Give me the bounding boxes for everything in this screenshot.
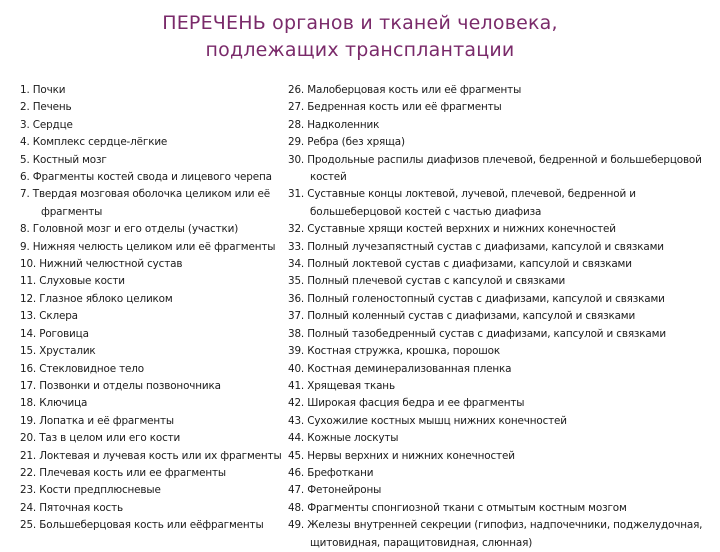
- list-item: 10. Нижний челюстной сустав: [20, 258, 183, 271]
- list-item: 44. Кожные лоскуты: [288, 432, 399, 445]
- left-column-list: [20, 82, 282, 535]
- list-item: 47. Фетонейроны: [288, 484, 382, 497]
- list-item: 24. Пяточная кость: [20, 501, 123, 514]
- list-item-line-2: костей: [310, 171, 347, 184]
- list-item: [288, 186, 716, 221]
- list-item: 37. Полный коленный сустав с диафизами, капсулой и связками: [288, 310, 636, 323]
- list-item: 23. Кости предплюсневые: [20, 484, 161, 497]
- list-item-line-2: большеберцовой костей с частью диафиза: [310, 205, 542, 218]
- list-item: 20. Таз в целом или его кости: [20, 432, 181, 445]
- list-item: [288, 517, 716, 552]
- title-line-2: подлежащих трансплантации: [205, 39, 515, 61]
- list-item: [20, 186, 282, 221]
- list-item: [288, 152, 716, 187]
- list-item: 38. Полный тазобедренный сустав с диафизами, капсулой и связками: [288, 327, 666, 340]
- list-item: 21. Локтевая и лучевая кость или их фрагменты: [20, 449, 282, 462]
- list-item: 48. Фрагменты спонгиозной ткани с отмытым костным мозгом: [288, 501, 627, 514]
- list-item: 26. Малоберцовая кость или её фрагменты: [288, 84, 522, 96]
- list-item: 6. Фрагменты костей свода и лицевого черепа: [20, 171, 272, 184]
- list-item: 27. Бедренная кость или её фрагменты: [288, 101, 502, 114]
- list-item: 32. Суставные хрящи костей верхних и нижних конечностей: [288, 223, 616, 236]
- list-item-line-1: 7. Твердая мозговая оболочка целиком или её: [20, 188, 270, 201]
- title-line-1: ПЕРЕЧЕНЬ органов и тканей человека,: [162, 12, 558, 34]
- list-item: 13. Склера: [20, 310, 78, 323]
- list-item: 3. Сердце: [20, 118, 73, 131]
- list-item: 34. Полный локтевой сустав с диафизами, капсулой и связками: [288, 258, 632, 271]
- list-item: 16. Стекловидное тело: [20, 362, 145, 375]
- list-item: 39. Костная стружка, крошка, порошок: [288, 345, 500, 358]
- list-item: 12. Глазное яблоко целиком: [20, 292, 173, 305]
- list-item: 15. Хрусталик: [20, 345, 96, 358]
- list-item: 19. Лопатка и её фрагменты: [20, 414, 174, 427]
- list-item: 1. Почки: [20, 84, 66, 96]
- list-item-line-1: 30. Продольные распилы диафизов плечевой, бедренной и большеберцовой: [288, 153, 702, 166]
- list-item: 25. Большеберцовая кость или еёфрагменты: [20, 519, 264, 532]
- list-item: 2. Печень: [20, 101, 72, 114]
- list-item: 45. Нервы верхних и нижних конечностей: [288, 449, 515, 462]
- list-item-line-1: 31. Суставные концы локтевой, лучевой, плечевой, бедренной и: [288, 188, 636, 201]
- list-item: 28. Надколенник: [288, 118, 380, 131]
- list-item: 29. Ребра (без хряща): [288, 136, 405, 149]
- list-item: 5. Костный мозг: [20, 153, 107, 166]
- list-item: 17. Позвонки и отделы позвоночника: [20, 379, 221, 392]
- list-item-line-2: фрагменты: [41, 205, 103, 218]
- list-item: 40. Костная деминерализованная пленка: [288, 362, 512, 375]
- list-item: 14. Роговица: [20, 327, 89, 340]
- list-item: 41. Хрящевая ткань: [288, 379, 395, 392]
- list-item: 9. Нижняя челюсть целиком или её фрагменты: [20, 240, 276, 253]
- list-item-line-2: щитовидная, паращитовидная, слюнная): [310, 536, 533, 549]
- list-item: 11. Слуховые кости: [20, 275, 125, 288]
- right-column-list: [288, 82, 716, 552]
- list-item: 35. Полный плечевой сустав с капсулой и связками: [288, 275, 566, 288]
- page-title: [0, 10, 720, 64]
- list-item: 4. Комплекс сердце-лёгкие: [20, 136, 168, 149]
- list-item: 36. Полный голеностопный сустав с диафизами, капсулой и связками: [288, 292, 665, 305]
- list-item: 8. Головной мозг и его отделы (участки): [20, 223, 239, 236]
- list-item: 46. Брефоткани: [288, 466, 374, 479]
- list-item: 22. Плечевая кость или ее фрагменты: [20, 466, 226, 479]
- list-item: 18. Ключица: [20, 397, 88, 410]
- list-item: 33. Полный лучезапястный сустав с диафизами, капсулой и связками: [288, 240, 664, 253]
- list-item: 42. Широкая фасция бедра и ее фрагменты: [288, 397, 525, 410]
- list-item: 43. Сухожилие костных мышц нижних конечностей: [288, 414, 567, 427]
- list-item-line-1: 49. Железы внутренней секреции (гипофиз, надпочечники, поджелудочная,: [288, 519, 703, 532]
